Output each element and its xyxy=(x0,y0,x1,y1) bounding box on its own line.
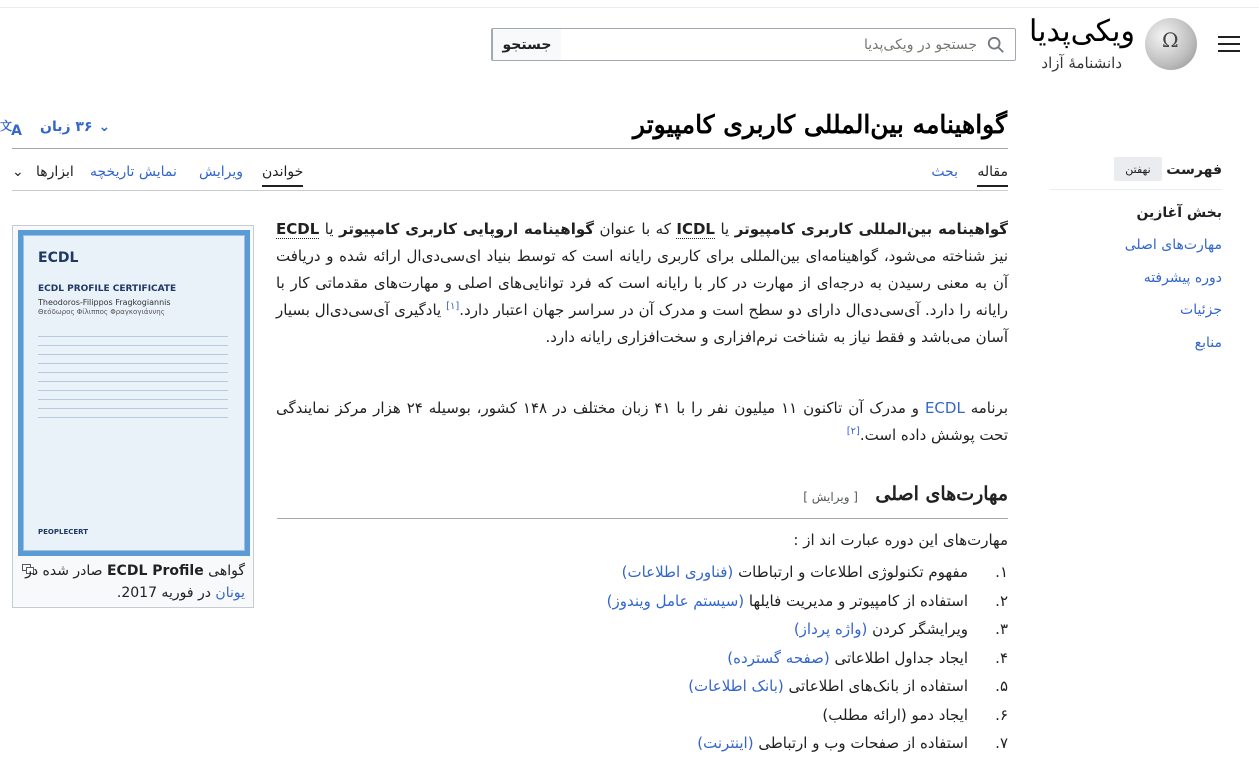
text: یا xyxy=(720,220,730,238)
page-tabs xyxy=(12,160,1008,191)
top-border xyxy=(0,0,1259,8)
tab-edit[interactable]: ویرایش xyxy=(199,164,244,180)
tab-tools[interactable]: ابزارها xyxy=(36,164,74,180)
text: یا xyxy=(324,220,334,238)
svg-text:文: 文 xyxy=(0,119,12,133)
toc-item-core-skills[interactable]: مهارت‌های اصلی xyxy=(1124,237,1222,253)
list-item xyxy=(607,677,1008,706)
list-item-link[interactable]: (اینترنت) xyxy=(697,734,754,752)
text: یادگیری آی‌سی‌دی‌ال بسیار آسان می‌باشد و فقط نیاز به شناخت نرم‌افزاری و سخت‌افزاری رایانه دارد. xyxy=(276,301,1008,346)
toc-item-details[interactable]: جزئیات xyxy=(1180,302,1222,318)
page-title: گواهینامه بین‌المللی کاربری کامپیوتر xyxy=(632,110,1007,139)
caption-mid: صادر شده در xyxy=(25,563,103,579)
text: که با عنوان xyxy=(599,220,671,238)
cert-table-lines xyxy=(38,336,228,426)
section-heading-core-skills xyxy=(277,480,1008,519)
caption-bold: ECDL Profile xyxy=(106,563,204,579)
list-item-link[interactable]: (فناوری اطلاعات) xyxy=(621,563,734,581)
bold-term-icdl-full: گواهینامه بین‌المللی کاربری کامپیوتر xyxy=(734,220,1009,238)
toc-item-advanced[interactable]: دوره پیشرفته xyxy=(1143,270,1222,286)
list-number: ۷. xyxy=(995,734,1008,752)
cert-name: Theodoros-Filippos Fragkogiannis xyxy=(38,298,171,307)
list-number: ۶. xyxy=(995,705,1008,724)
toc-title: فهرست xyxy=(1166,162,1222,178)
tab-history[interactable]: نمایش تاریخچه xyxy=(90,164,177,180)
cert-logo-text: ECDL xyxy=(38,250,79,266)
toc-divider xyxy=(1050,189,1222,190)
text: نیز شناخته می‌شود، گواهینامه‌ای بین‌المللی برای کاربری رایانه است که توسط بنیاد ای‌سی‌دی‌ال ارائه شده و دریافت آن به معنی رسیدن به درجه‌ای از مهارت در کار با رایانه است که فرد توانایی‌های اصلی و مهارت‌های مقدماتی کار با رایانه را دارد. آی‌سی‌دی‌ال دارای دو سطح است و مدرک آن در سراسر جهان اعتبار دارد. xyxy=(276,247,1008,319)
translate-icon xyxy=(0,118,34,139)
list-item xyxy=(607,649,1008,678)
list-text: ایجاد جداول اطلاعاتی xyxy=(834,648,968,667)
tab-read[interactable]: خواندن xyxy=(262,164,303,187)
caption-greece-link[interactable]: یونان xyxy=(215,585,245,601)
cert-footer: PEOPLECERT xyxy=(38,528,89,536)
tab-talk[interactable]: بحث xyxy=(931,164,958,180)
toc-hide-button[interactable]: نهفتن xyxy=(1114,157,1162,181)
abbr-icdl: ICDL xyxy=(676,220,715,238)
intro-paragraph-1 xyxy=(276,216,1008,351)
list-item-link[interactable]: (سیستم عامل ویندوز) xyxy=(606,591,745,610)
toc-item-intro[interactable]: بخش آغازین xyxy=(1136,205,1222,221)
list-item xyxy=(607,734,1008,763)
wikipedia-tagline: دانشنامهٔ آزاد xyxy=(1041,54,1122,72)
list-text: مفهوم تکنولوژی اطلاعات و ارتباطات xyxy=(738,563,968,581)
caption-prefix: گواهی xyxy=(208,563,245,579)
svg-text:A: A xyxy=(11,123,22,139)
abbr-ecdl: ECDL xyxy=(276,220,320,238)
language-count: ۳۶ زبان xyxy=(40,119,93,135)
search-icon xyxy=(987,36,1005,54)
cert-name-greek: Θεόδωρος Φίλιππος Φραγκογιάννης xyxy=(38,308,165,316)
list-text: استفاده از صفحات وب و ارتباطی xyxy=(758,734,968,752)
section-lead: مهارت‌های این دوره عبارت اند از : xyxy=(793,531,1008,549)
list-item xyxy=(607,592,1008,621)
cert-heading: ECDL PROFILE CERTIFICATE xyxy=(38,284,177,294)
toc-item-references[interactable]: منابع xyxy=(1194,335,1222,351)
list-item xyxy=(607,563,1008,592)
search-form xyxy=(491,28,1016,61)
intro-paragraph-2 xyxy=(276,395,1008,449)
list-number: ۵. xyxy=(995,677,1008,695)
section-edit-link[interactable]: [ ویرایش ] xyxy=(803,490,858,504)
main-menu-icon[interactable] xyxy=(1218,36,1240,54)
list-item-link[interactable]: (واژه پرداز) xyxy=(793,620,868,638)
list-item xyxy=(607,620,1008,649)
wikipedia-globe-logo[interactable] xyxy=(1145,18,1197,70)
reference-1-link[interactable]: [۱] xyxy=(446,301,460,312)
list-text: ایجاد دمو (ارائه مطلب) xyxy=(822,705,968,724)
skills-list xyxy=(607,563,1008,763)
tools-chevron-down-icon[interactable]: ⌄ xyxy=(12,164,24,180)
caption-suffix: در فوریه 2017. xyxy=(116,585,211,601)
list-number: ۲. xyxy=(995,591,1008,610)
image-caption xyxy=(17,560,245,604)
list-number: ۱. xyxy=(995,563,1008,581)
title-divider xyxy=(12,148,1008,149)
list-number: ۴. xyxy=(995,648,1008,667)
list-item xyxy=(607,706,1008,735)
chevron-down-icon: ⌄ xyxy=(98,119,111,135)
search-button[interactable]: جستجو xyxy=(492,29,561,60)
text: و مدرک آن تاکنون ۱۱ میلیون نفر را با ۴۱ زبان مختلف در ۱۴۸ کشور، بوسیله ۲۴ هزار مرکز نمایندگی تحت پوشش داده است. xyxy=(276,399,1008,444)
list-text: استفاده از بانک‌های اطلاعاتی xyxy=(788,677,968,695)
search-input[interactable] xyxy=(561,29,1015,60)
list-text: استفاده از کامپیوتر و مدیریت فایلها xyxy=(748,591,968,610)
language-button[interactable] xyxy=(0,118,111,139)
bold-term-ecdl-full: گواهینامه اروپایی کاربری کامپیوتر xyxy=(339,220,594,238)
certificate-image[interactable] xyxy=(18,230,250,556)
tab-article[interactable]: مقاله xyxy=(977,164,1008,187)
wikipedia-wordmark[interactable]: ویکی‌پدیا xyxy=(1029,14,1135,49)
text: برنامه xyxy=(970,399,1008,417)
image-thumbnail xyxy=(12,225,254,608)
list-item-link[interactable]: (بانک اطلاعات) xyxy=(688,677,784,695)
ecdl-link[interactable]: ECDL xyxy=(924,399,965,417)
reference-2-link[interactable]: [۲] xyxy=(846,426,860,437)
section-title: مهارت‌های اصلی xyxy=(875,483,1008,505)
list-text: ویرایشگر کردن xyxy=(872,620,968,638)
list-number: ۳. xyxy=(995,620,1008,638)
list-item-link[interactable]: (صفحه گسترده) xyxy=(727,648,830,667)
